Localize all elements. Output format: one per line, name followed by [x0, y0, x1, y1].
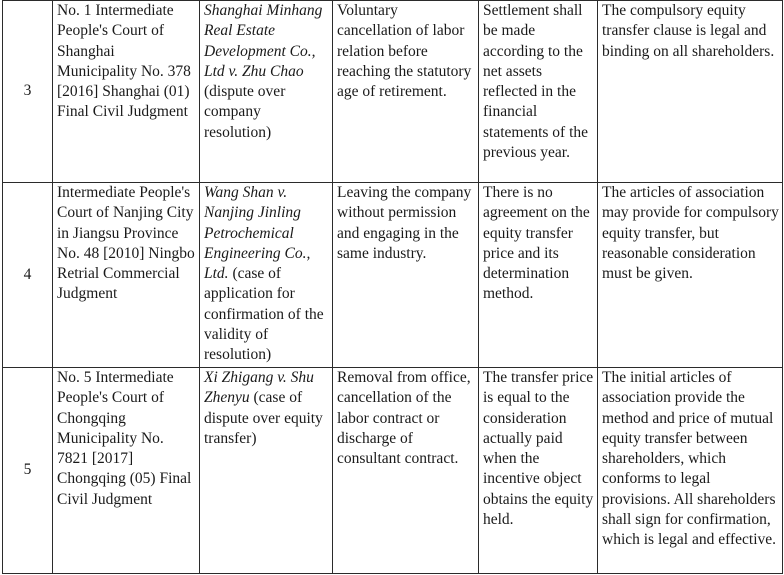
table-row [3, 183, 783, 368]
table-row [3, 1, 783, 183]
court-holding: The compulsory equity transfer clause is legal and binding on all shareholders. [598, 1, 783, 183]
case-title: Shanghai Minhang Real Estate Development Co., Ltd v. Zhu Chao [204, 2, 323, 80]
case-note: (dispute over company resolution) [204, 83, 286, 141]
court-holding: The initial articles of association provide the method and price of mutual equity transfer between shareholders, which conforms to legal provisions. All shareholders shall sign for confirmation, which is legal and effective. [598, 368, 783, 574]
case-title: Xi Zhigang v. Shu Zhenyu [204, 369, 314, 407]
court-judgment: No. 1 Intermediate People's Court of Shanghai Municipality No. 378 [2016] Shanghai (01) Final Civil Judgment [53, 1, 200, 183]
transfer-price: The transfer price is equal to the consideration actually paid when the incentive object obtains the equity held. [479, 368, 598, 574]
case-note: (case of application for confirmation of the validity of resolution) [204, 265, 324, 364]
table-row [3, 368, 783, 574]
case-table [2, 0, 783, 574]
case-number: 5 [3, 368, 53, 574]
case-title: Wang Shan v. Nanjing Jinling Petrochemical Engineering Co., Ltd. [204, 184, 311, 283]
transfer-price: There is no agreement on the equity transfer price and its determination method. [479, 183, 598, 368]
triggering-circumstance: Removal from office, cancellation of the labor contract or discharge of consultant contract. [333, 368, 479, 574]
triggering-circumstance: Voluntary cancellation of labor relation before reaching the statutory age of retirement. [333, 1, 479, 183]
case-number: 4 [3, 183, 53, 368]
case-name [200, 368, 333, 574]
transfer-price: Settlement shall be made according to the net assets reflected in the financial statements of the previous year. [479, 1, 598, 183]
case-name [200, 183, 333, 368]
triggering-circumstance: Leaving the company without permission and engaging in the same industry. [333, 183, 479, 368]
case-number: 3 [3, 1, 53, 183]
case-name [200, 1, 333, 183]
case-note: (case of dispute over equity transfer) [204, 389, 323, 447]
court-judgment: No. 5 Intermediate People's Court of Chongqing Municipality No. 7821 [2017] Chongqing (05) Final Civil Judgment [53, 368, 200, 574]
court-holding: The articles of association may provide for compulsory equity transfer, but reasonable consideration must be given. [598, 183, 783, 368]
court-judgment: Intermediate People's Court of Nanjing City in Jiangsu Province No. 48 [2010] Ningbo Retrial Commercial Judgment [53, 183, 200, 368]
